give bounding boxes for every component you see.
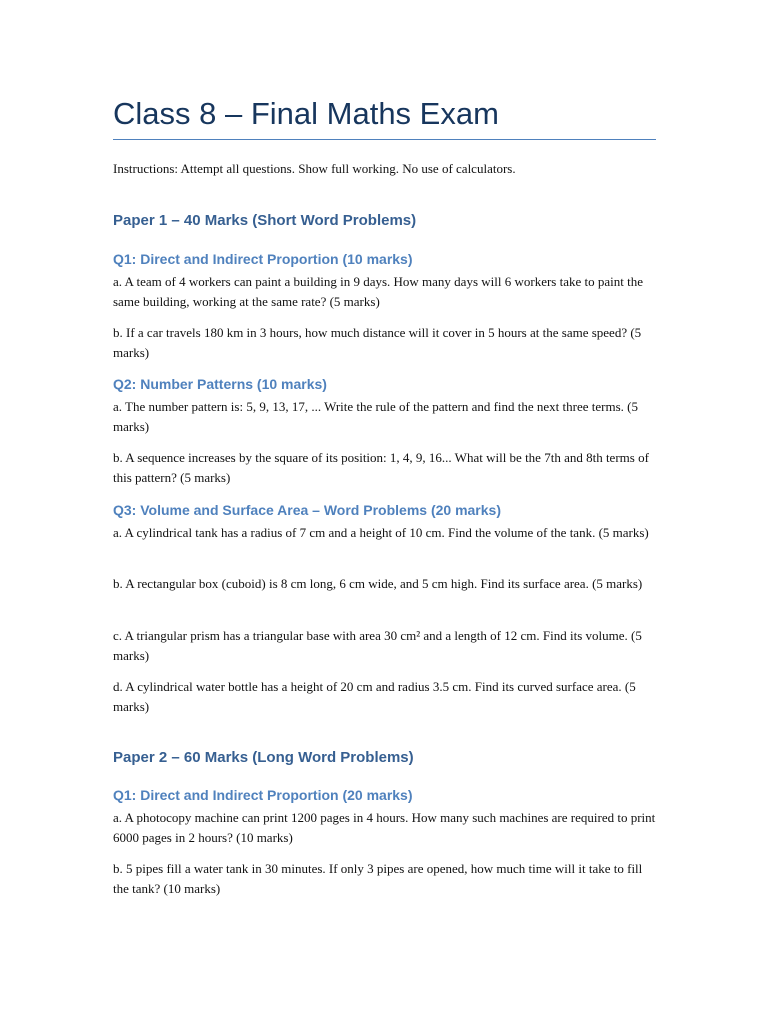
document-title: Class 8 – Final Maths Exam [113, 96, 499, 131]
title-underline-divider [113, 139, 656, 140]
paper-1-q2-part-b: b. A sequence increases by the square of its position: 1, 4, 9, 16... What will be the 7th and 8th terms of this pattern? (5 marks) [113, 450, 649, 485]
paper-2-q1-part-a: a. A photocopy machine can print 1200 pages in 4 hours. How many such machines are required to print 6000 pages in 2 hours? (10 marks) [113, 810, 656, 845]
paper-1-q1-part-a: a. A team of 4 workers can paint a building in 9 days. How many days will 6 workers take to paint the same building, working at the same rate? (5 marks) [113, 274, 643, 309]
paper-1-q2-part-a: a. The number pattern is: 5, 9, 13, 17, ... Write the rule of the pattern and find the next three terms. (5 marks) [113, 399, 638, 434]
paper-2-q1-heading: Q1: Direct and Indirect Proportion (20 marks) [113, 787, 413, 803]
paper-2-q1-part-b: b. 5 pipes fill a water tank in 30 minutes. If only 3 pipes are opened, how much time will it take to fill the tank? (10 marks) [113, 861, 643, 896]
paper-1-q3-part-a: a. A cylindrical tank has a radius of 7 cm and a height of 10 cm. Find the volume of the tank. (5 marks) [113, 525, 649, 540]
paper-1-q3-heading: Q3: Volume and Surface Area – Word Problems (20 marks) [113, 502, 501, 518]
paper-1-q3-part-c: c. A triangular prism has a triangular base with area 30 cm² and a length of 12 cm. Find its volume. (5 marks) [113, 628, 642, 663]
paper-1-heading: Paper 1 – 40 Marks (Short Word Problems) [113, 212, 417, 229]
paper-1-q1-heading: Q1: Direct and Indirect Proportion (10 marks) [113, 251, 413, 267]
instructions-text: Instructions: Attempt all questions. Show full working. No use of calculators. [113, 161, 516, 176]
paper-1-q3-part-b: b. A rectangular box (cuboid) is 8 cm long, 6 cm wide, and 5 cm high. Find its surface area. (5 marks) [113, 576, 643, 591]
paper-1-q3-part-d: d. A cylindrical water bottle has a height of 20 cm and radius 3.5 cm. Find its curved surface area. (5 marks) [113, 679, 636, 714]
paper-1-q2-heading: Q2: Number Patterns (10 marks) [113, 376, 327, 392]
paper-2-heading: Paper 2 – 60 Marks (Long Word Problems) [113, 749, 414, 766]
paper-1-q1-part-b: b. If a car travels 180 km in 3 hours, how much distance will it cover in 5 hours at the same speed? (5 marks) [113, 325, 642, 360]
